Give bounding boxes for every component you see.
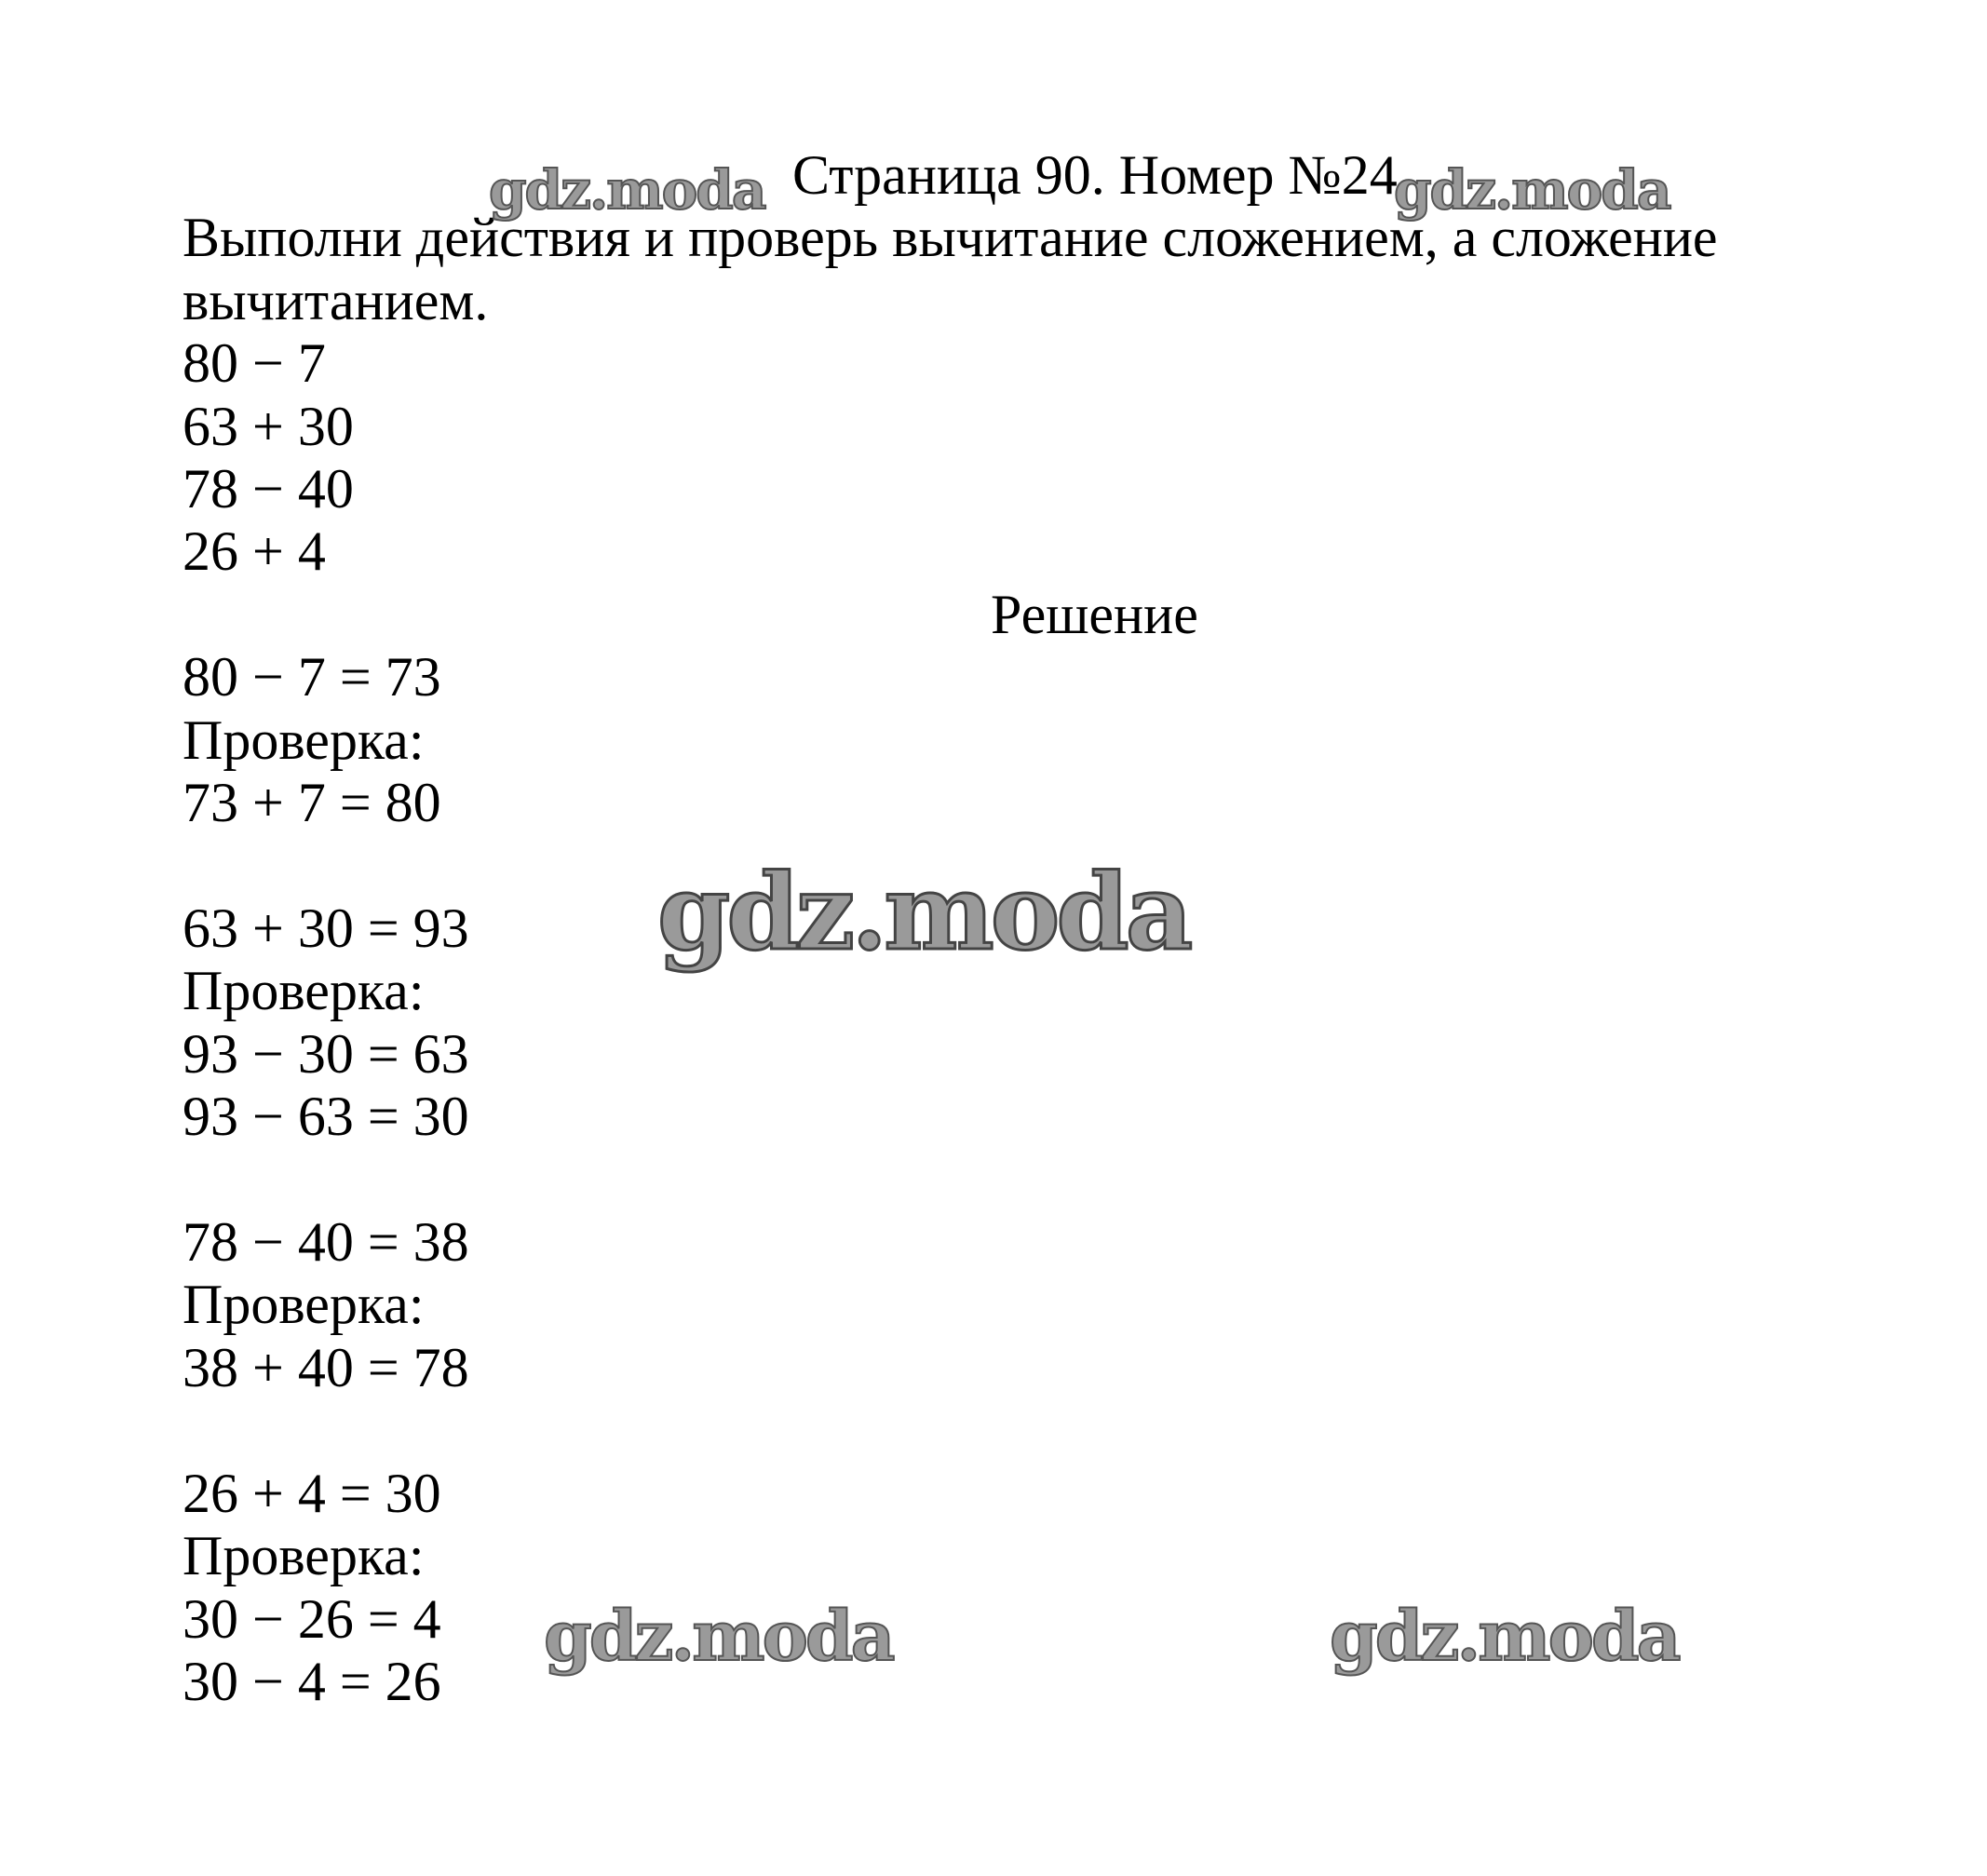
solution-equation: 80 − 7 = 73 [182, 646, 441, 708]
check-equation: 93 − 30 = 63 [182, 1023, 469, 1085]
watermark: gdz.moda [489, 158, 765, 222]
task-expression: 78 − 40 [182, 458, 354, 520]
task-expression: 26 + 4 [182, 520, 326, 582]
solution-equation: 63 + 30 = 93 [182, 898, 469, 959]
check-label: Проверка: [182, 709, 425, 771]
check-label: Проверка: [182, 960, 425, 1021]
check-equation: 73 + 7 = 80 [182, 772, 441, 833]
solution-heading: Решение [991, 584, 1198, 645]
page-title: Страница 90. Номер №24 [792, 144, 1398, 206]
task-text: вычитанием. [182, 270, 489, 331]
check-equation: 30 − 26 = 4 [182, 1588, 441, 1650]
task-text: Выполни действия и проверь вычитание сложением, а сложение [182, 207, 1718, 268]
solution-equation: 78 − 40 = 38 [182, 1211, 469, 1273]
check-equation: 30 − 4 = 26 [182, 1651, 441, 1712]
watermark: gdz.moda [544, 1597, 893, 1677]
solution-equation: 26 + 4 = 30 [182, 1463, 441, 1524]
watermark: gdz.moda [1330, 1597, 1679, 1677]
check-label: Проверка: [182, 1525, 425, 1586]
watermark: gdz.moda [657, 852, 1190, 974]
check-equation: 38 + 40 = 78 [182, 1337, 469, 1398]
task-expression: 80 − 7 [182, 332, 326, 394]
check-label: Проверка: [182, 1274, 425, 1335]
check-equation: 93 − 63 = 30 [182, 1086, 469, 1147]
watermark: gdz.moda [1394, 158, 1670, 222]
task-expression: 63 + 30 [182, 396, 354, 457]
